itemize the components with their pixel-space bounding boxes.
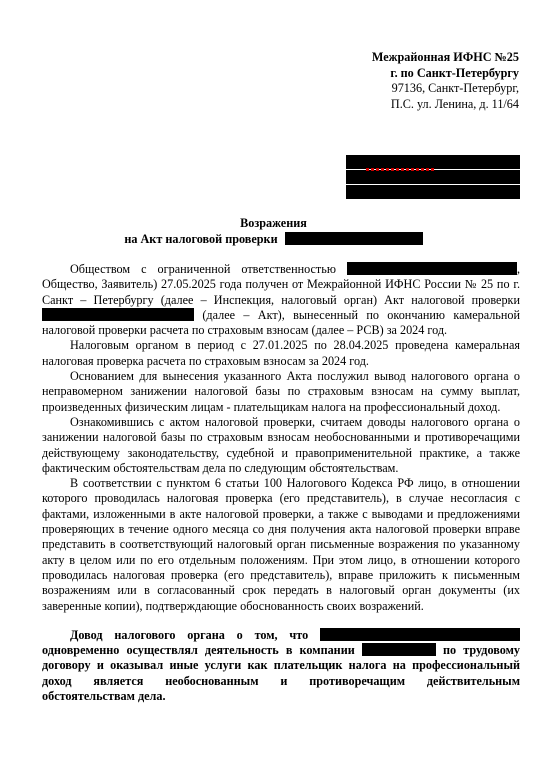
redacted-employer (362, 643, 436, 656)
redacted-sender-1 (346, 155, 520, 169)
p1-text-c: (далее – Акт), вынесенный по окончанию камеральной налоговой проверки расчета по страховым взносам (далее – РСВ) за 2024 год. (42, 307, 521, 338)
recipient-line4: П.С. ул. Ленина, д. 11/64 (390, 96, 519, 111)
title-line2-text: на Акт налоговой проверки (124, 231, 278, 246)
p1-text-a: Обществом с ограниченной ответственностью (70, 262, 336, 276)
redacted-person (320, 628, 520, 641)
redacted-act-number (285, 232, 423, 245)
p6-text-b: одновременно осуществлял деятельность в компании (42, 643, 355, 658)
p6-text-c: по трудовому договору и оказывал иные услуги как плательщик налога на профессиональный доход является необоснованным и противоречащим действительным обстоятельствам дела. (42, 643, 521, 704)
title-line1: Возражения (240, 216, 307, 230)
recipient-line1: Межрайонная ИФНС №25 (371, 50, 519, 64)
title-line2 (0, 232, 547, 248)
paragraph-5: В соответствии с пунктом 6 статьи 100 Налогового Кодекса РФ лицо, в отношении которого проводилась налоговая проверка (его представитель), в случае несогласия с фактами, изложенными в акте налоговой проверки, а также с выводами и предложениями проверяющих в течение одного месяца со дня получения акта налоговой проверки вправе представить в соответствующий налоговый орган письменные возражения по указанному акту в целом или по его отдельным положениям. При этом лицо, в отношении которого проводилась налоговая проверка (его представитель), вправе приложить к письменным возражениям или в согласованный срок передать в налоговый орган документы (их заверенные копии), подтверждающие обоснованность своих возражений. (42, 476, 520, 613)
paragraph-2: Налоговым органом в период с 27.01.2025 по 28.04.2025 проведена камеральная налоговая проверка расчета по страховым взносам за 2024 год. (42, 338, 520, 368)
p1-text-b: , Общество, Заявитель) 27.05.2025 года получен от Межрайонной ИФНС России № 25 по г. Санкт – Петербургу (далее – Инспекция, налоговый орган) Акт налоговой проверки (42, 262, 520, 307)
recipient-line3: 97136, Санкт-Петербург, (391, 81, 519, 95)
redacted-act-ref (42, 308, 194, 321)
recipient-block (372, 50, 519, 112)
document-body (42, 262, 520, 704)
p6-text-a: Довод налогового органа о том, что (70, 627, 309, 642)
paragraph-6 (42, 628, 520, 704)
paragraph-4: Ознакомившись с актом налоговой проверки, считаем доводы налогового органа о занижении налоговой базы по страховым взносам необоснованными и противоречащими действующему законодательству, судебной и правоприменительной практике, а также фактическим обстоятельствам дела по следующим обстоятельствам. (42, 414, 520, 475)
redacted-sender-2 (346, 170, 520, 184)
paragraph-3: Основанием для вынесения указанного Акта послужил вывод налогового органа о неправомерном занижении налоговой базы по страховым взносам на сумму выплат, произведенных физическим лицам - плательщикам налога на профессиональный доход. (42, 369, 520, 414)
recipient-line2: г. по Санкт-Петербургу (390, 65, 519, 80)
redacted-sender-3 (346, 185, 520, 199)
spellcheck-underline (366, 168, 436, 171)
document-title (0, 216, 547, 247)
redacted-company-name (347, 262, 517, 275)
paragraph-1 (42, 262, 520, 338)
